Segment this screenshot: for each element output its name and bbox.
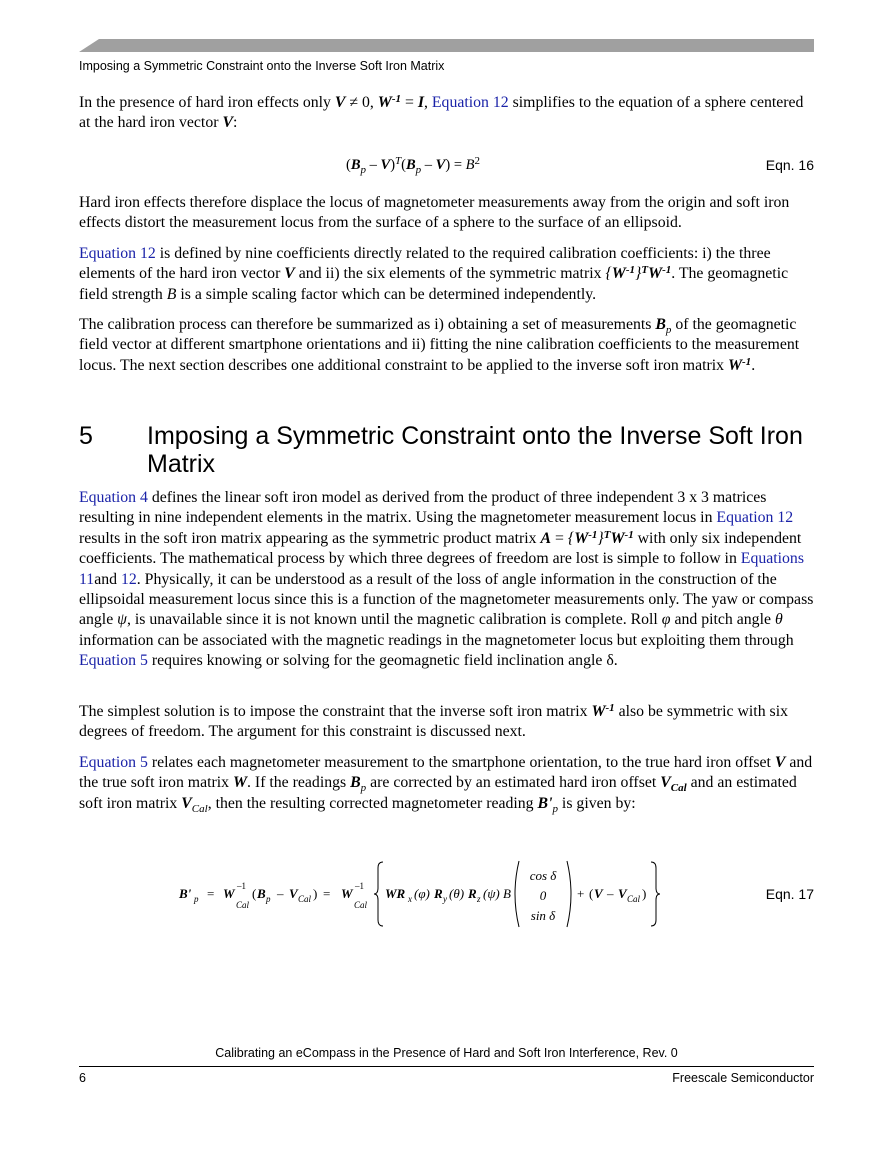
section-title: Imposing a Symmetric Constraint onto the Inverse Soft Iron Matrix <box>147 422 803 478</box>
eq17-left-brace <box>374 862 383 926</box>
paragraph-2: Hard iron effects therefore displace the locus of magnetometer measurements away from the origin and soft iron effects distort the measurement locus from the surface of a sphere to the surface of an ellipsoid. <box>79 194 790 232</box>
svg-text:R: R <box>468 886 477 901</box>
svg-text:p: p <box>194 894 199 904</box>
page-number: 6 <box>79 1071 86 1085</box>
svg-text:–1: –1 <box>237 881 246 891</box>
svg-text:): ) <box>313 886 318 901</box>
svg-text:Cal: Cal <box>298 894 312 904</box>
equation-17 <box>79 858 814 930</box>
svg-text:+: + <box>577 886 585 901</box>
equation-17-formula <box>79 858 814 930</box>
header-band <box>79 39 814 52</box>
paragraph-4: The calibration process can therefore be summarized as i) obtaining a set of measurements $B_p$ of the geomagnetic field vector at different smartphone orientations and ii) fitting the nine calibration coefficients to the measurement locus. The next section describes one additional constraint to be applied to the inverse soft iron matrix $W^{-1}$. <box>79 316 800 374</box>
link-equation-12[interactable]: Equation 12 <box>716 509 794 527</box>
equation-16-formula: $(B_p - V)^T(B_p - V) = B^2$ <box>346 155 480 176</box>
eq17-lhs: B' <box>179 886 192 901</box>
svg-text:=: = <box>323 886 331 901</box>
svg-text:–: – <box>277 886 284 901</box>
link-equation-5[interactable]: Equation 5 <box>79 754 148 771</box>
svg-text:B: B <box>503 886 511 901</box>
svg-text:(ψ): (ψ) <box>483 886 500 901</box>
svg-text:V: V <box>594 886 603 901</box>
svg-text:(: ( <box>252 886 257 901</box>
svg-text:WR: WR <box>385 886 406 901</box>
svg-text:=: = <box>207 886 215 901</box>
paragraph-5: Equation 4 defines the linear soft iron model as derived from the product of three independent 3 x 3 matrices resulting in nine independent elements in the matrix. Using the magnetometer measurement locus in Equation 12 results in the soft iron matrix appearing as the symmetric product matrix $A = \{W^{-1}\}^TW^{-1}$ with only six independent coefficients. The mathematical process by which three degrees of freedom are lost is simple to follow in Equations 11and 12. Physically, it can be understood as a result of the loss of angle information in the construction of the ellipsoidal measurement locus since this is a function of the magnetometer measurements only. The yaw or compass angle ψ, is unavailable since it is not known until the magnetic calibration is complete. Roll φ and pitch angle θ information can be associated with the magnetic readings in the magnetometer locus but exploiting them through Equation 5 requires knowing or solving for the geomagnetic field inclination angle δ. <box>79 489 814 670</box>
link-equations-11[interactable]: Equations 11 <box>79 550 804 588</box>
svg-text:Cal: Cal <box>627 894 641 904</box>
svg-text:V: V <box>618 886 627 901</box>
svg-text:z: z <box>477 894 481 904</box>
eq17-vector-right-paren <box>567 861 571 927</box>
svg-text:x: x <box>408 894 412 904</box>
svg-text:Cal: Cal <box>354 900 368 910</box>
running-header: Imposing a Symmetric Constraint onto the Inverse Soft Iron Matrix <box>79 59 445 73</box>
equation-17-label: Eqn. 17 <box>765 886 814 902</box>
equation-16-label: Eqn. 16 <box>765 157 814 173</box>
svg-text:y: y <box>443 894 447 904</box>
eq17-right-brace <box>651 862 660 926</box>
paragraph-1: In the presence of hard iron effects only V ≠ 0, $W^{-1} = I$, Equation 12 simplifies to the equation of a sphere centered at the hard iron vector V: <box>79 93 804 132</box>
svg-text:W: W <box>223 886 235 901</box>
link-equation-12b[interactable]: 12 <box>120 570 137 588</box>
svg-text:(θ): (θ) <box>449 886 465 901</box>
svg-text:cos δ: cos δ <box>529 868 557 883</box>
footer-rule <box>79 1066 814 1067</box>
svg-text:0: 0 <box>539 888 547 903</box>
section-number: 5 <box>79 422 93 450</box>
svg-text:R: R <box>434 886 443 901</box>
link-equation-12[interactable]: Equation 12 <box>431 94 509 111</box>
svg-text:B: B <box>257 886 266 901</box>
paragraph-6: The simplest solution is to impose the constraint that the inverse soft iron matrix $W^{-1}$ also be symmetric with six degrees of freedom. The argument for this constraint is discussed next. <box>79 702 788 741</box>
svg-text:V: V <box>289 886 298 901</box>
svg-text:Cal: Cal <box>236 900 250 910</box>
svg-text:W: W <box>341 886 353 901</box>
link-equation-4[interactable]: Equation 4 <box>79 489 148 506</box>
svg-text:sin δ: sin δ <box>530 908 556 923</box>
svg-text:(: ( <box>589 886 594 901</box>
svg-text:p: p <box>266 894 271 904</box>
link-equation-12[interactable]: Equation 12 <box>79 245 156 262</box>
paragraph-7: Equation 5 relates each magnetometer measurement to the smartphone orientation, to the true hard iron offset V and the true soft iron matrix W. If the readings $B_p$ are corrected by an estimated hard iron offset $V_{Cal}$ and an estimated soft iron matrix $V_{Cal}$, then the resulting corrected magnetometer reading $B'_p$ is given by: <box>79 754 813 815</box>
svg-text:–: – <box>607 886 614 901</box>
svg-text:): ) <box>642 886 647 901</box>
eq17-vector-left-paren <box>515 861 519 927</box>
link-equation-5[interactable]: Equation 5 <box>79 652 148 670</box>
paragraph-3: Equation 12 is defined by nine coefficients directly related to the required calibration coefficients: i) the three elements of the hard iron vector V and ii) the six elements of the symmetric matrix $\{W^{-1}\}^TW^{-1}$. The geomagnetic field strength B is a simple scaling factor which can be determined independently. <box>79 245 789 303</box>
svg-text:(φ): (φ) <box>414 886 430 901</box>
svg-text:–1: –1 <box>355 881 364 891</box>
footer-document-title: Calibrating an eCompass in the Presence of Hard and Soft Iron Interference, Rev. 0 <box>215 1046 678 1060</box>
footer-company: Freescale Semiconductor <box>672 1071 814 1085</box>
